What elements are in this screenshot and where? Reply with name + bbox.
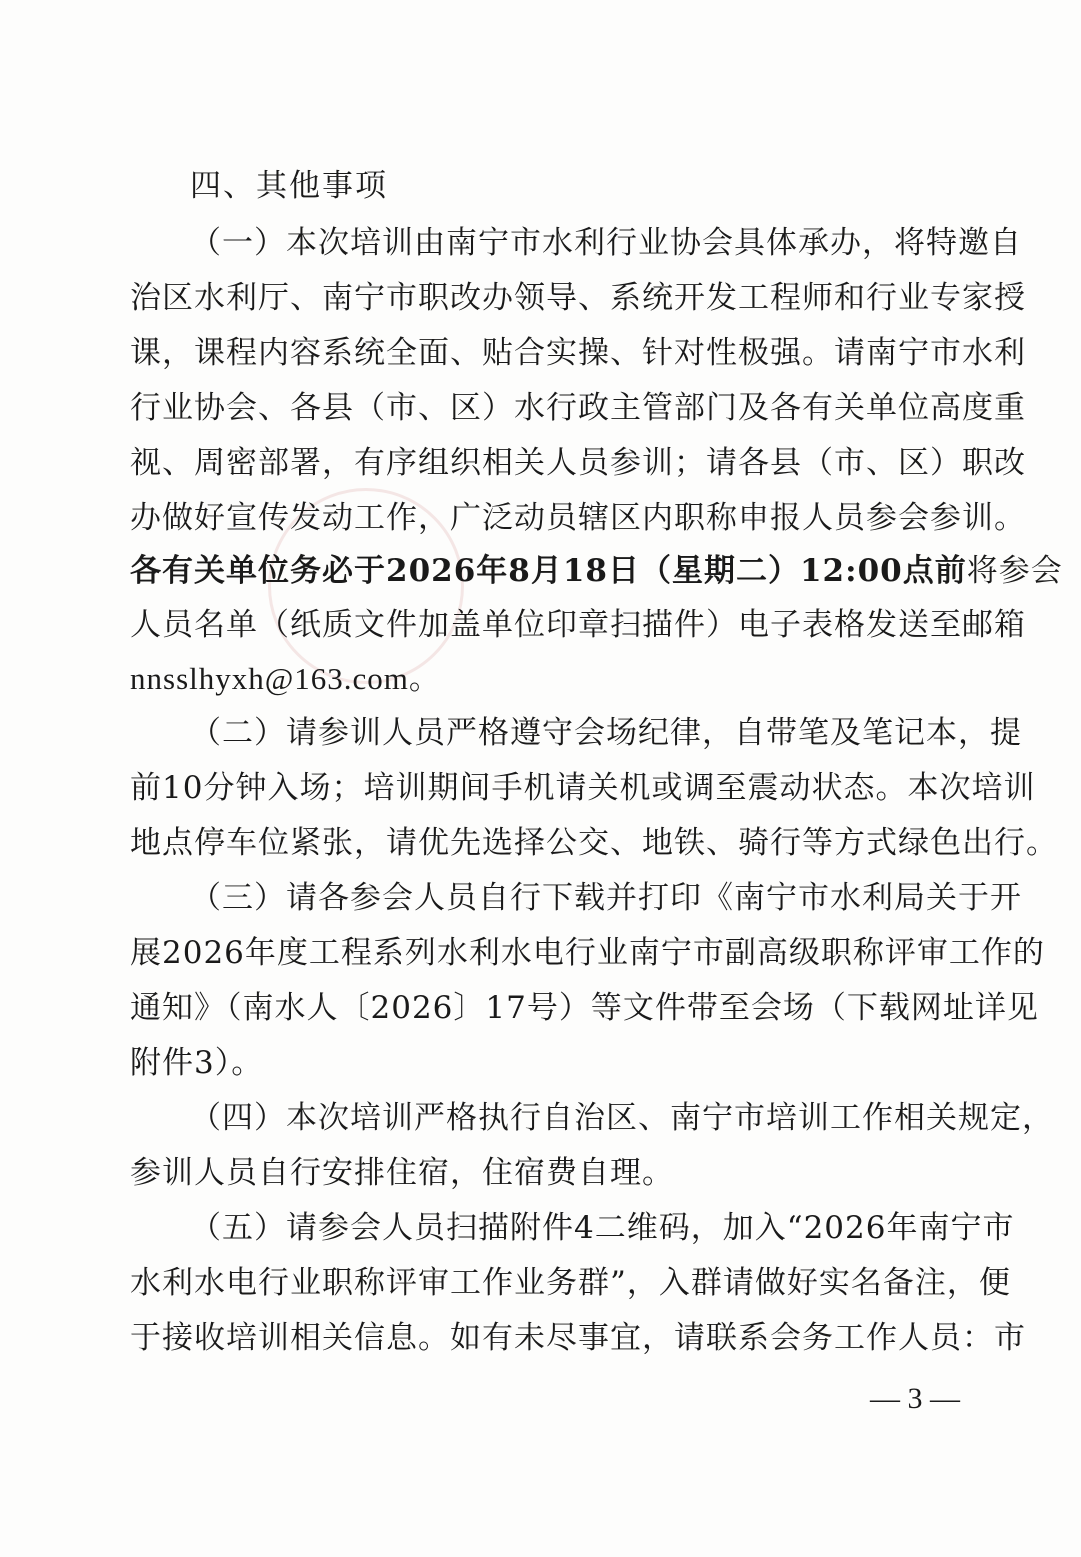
- paragraph-5-line-3: 于接收培训相关信息。如有未尽事宜，请联系会务工作人员：市: [130, 1320, 1026, 1356]
- deadline-rest-text: 将参会: [966, 553, 1063, 589]
- page-number: — 3 —: [870, 1382, 960, 1415]
- section-heading: 四、其他事项: [190, 168, 388, 204]
- paragraph-3-line-4: 附件3）。: [130, 1045, 264, 1081]
- paragraph-1-line-8: 人员名单（纸质文件加盖单位印章扫描件）电子表格发送至邮箱: [130, 607, 1026, 643]
- paragraph-1-line-4: 行业协会、各县（市、区）水行政主管部门及各有关单位高度重: [130, 390, 1026, 426]
- paragraph-3-line-3: 通知》（南水人〔2026〕17号）等文件带至会场（下载网址详见: [130, 990, 1039, 1026]
- paragraph-5-line-1: （五）请参会人员扫描附件4二维码，加入“2026年南宁市: [190, 1210, 1015, 1246]
- paragraph-1-line-5: 视、周密部署，有序组织相关人员参训；请各县（市、区）职改: [130, 445, 1026, 481]
- deadline-bold-text: 各有关单位务必于2026年8月18日（星期二）12:00点前: [130, 553, 967, 589]
- paragraph-4-line-2: 参训人员自行安排住宿，住宿费自理。: [130, 1155, 674, 1191]
- paragraph-5-line-2: 水利水电行业职称评审工作业务群”，入群请做好实名备注，便: [130, 1265, 1011, 1301]
- paragraph-1-line-2: 治区水利厅、南宁市职改办领导、系统开发工程师和行业专家授: [130, 280, 1026, 316]
- paragraph-1-line-3: 课，课程内容系统全面、贴合实操、针对性极强。请南宁市水利: [130, 335, 1026, 371]
- paragraph-4-line-1: （四）本次培训严格执行自治区、南宁市培训工作相关规定，: [190, 1100, 1054, 1136]
- paragraph-1-line-6: 办做好宣传发动工作，广泛动员辖区内职称申报人员参会参训。: [130, 500, 1026, 536]
- paragraph-3-line-2: 展2026年度工程系列水利水电行业南宁市副高级职称评审工作的: [130, 935, 1045, 971]
- email-address-line: nnsslhyxh@163.com。: [130, 661, 441, 696]
- paragraph-3-line-1: （三）请各参会人员自行下载并打印《南宁市水利局关于开: [190, 880, 1022, 916]
- paragraph-1-line-7-deadline: [130, 551, 1063, 591]
- paragraph-1-line-1: （一）本次培训由南宁市水利行业协会具体承办，将特邀自: [190, 225, 1022, 261]
- paragraph-2-line-2: 前10分钟入场；培训期间手机请关机或调至震动状态。本次培训: [130, 770, 1036, 806]
- paragraph-2-line-3: 地点停车位紧张，请优先选择公交、地铁、骑行等方式绿色出行。: [130, 825, 1058, 861]
- paragraph-2-line-1: （二）请参训人员严格遵守会场纪律，自带笔及笔记本，提: [190, 715, 1022, 751]
